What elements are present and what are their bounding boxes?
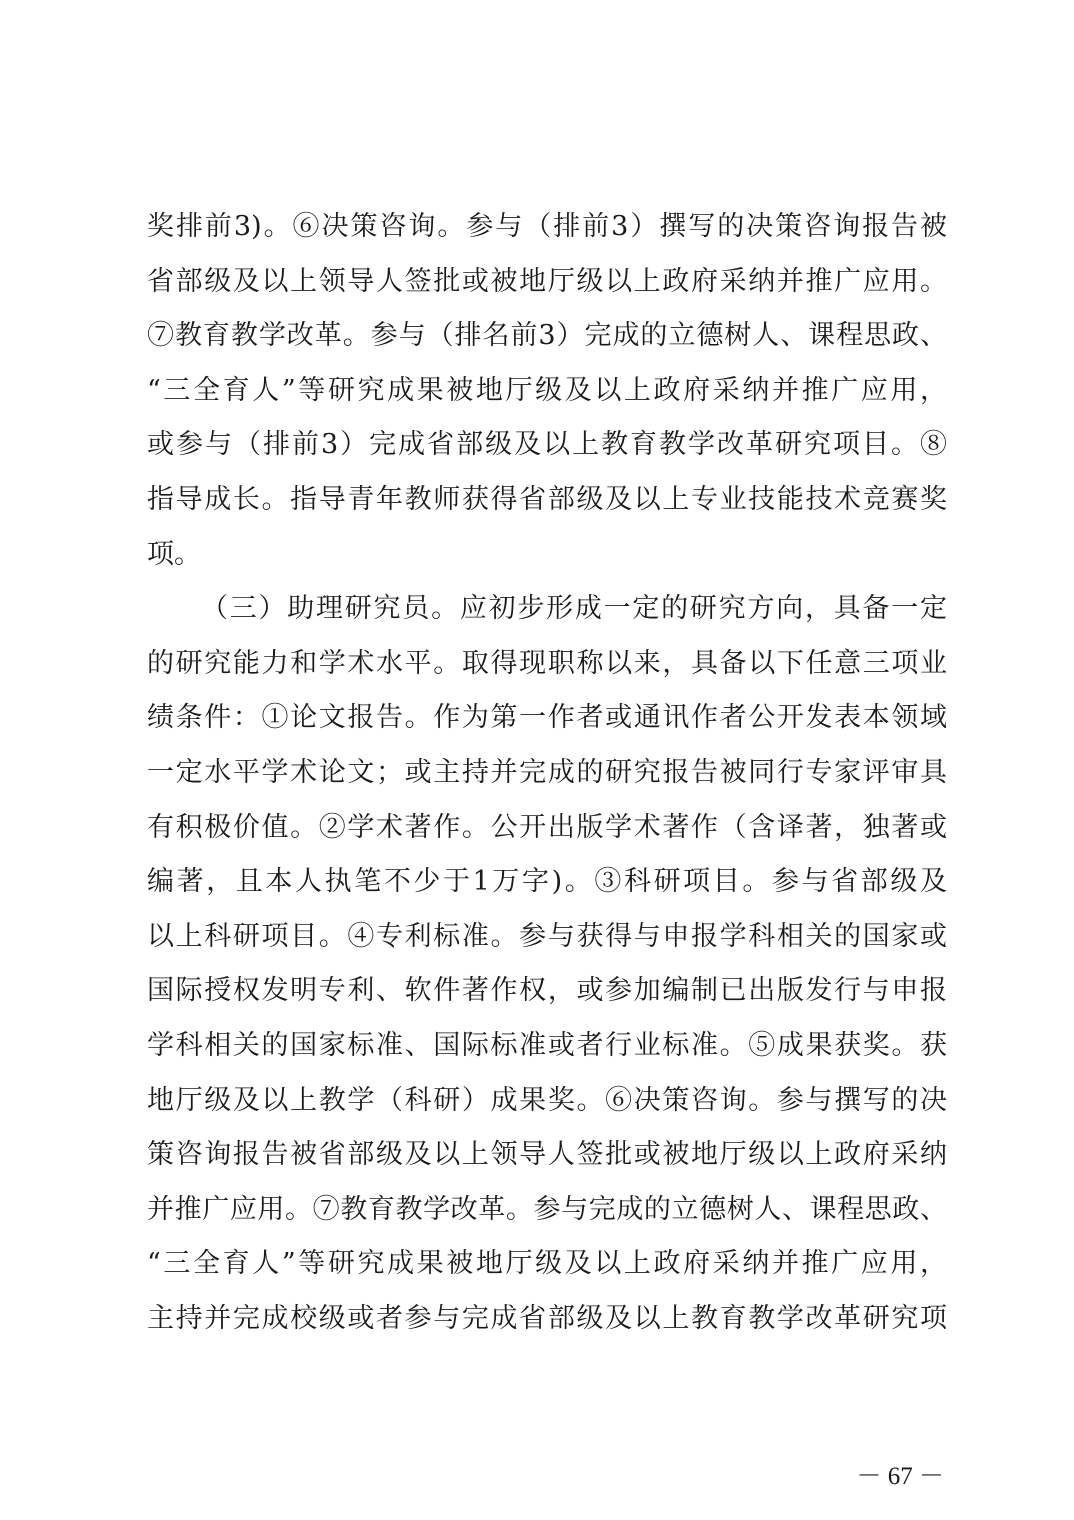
text-line: 项。 [147,538,201,570]
paragraph-first-line: （三）助理研究员。应初步形成一定的研究方向，具备一定 [201,593,947,625]
text-line: 有积极价值。②学术著作。公开出版学术著作（含译著，独著或 [147,811,947,843]
text-line: 并推广应用。⑦教育教学改革。参与完成的立德树人、课程思政、 [147,1193,947,1225]
text-line: 以上科研项目。④专利标准。参与获得与申报学科相关的国家或 [147,920,947,952]
text-line: 的研究能力和学术水平。取得现职称以来，具备以下任意三项业 [147,647,947,679]
text-line: 绩条件：①论文报告。作为第一作者或通讯作者公开发表本领域 [147,702,947,734]
text-line: ⑦教育教学改革。参与（排名前3）完成的立德树人、课程思政、 [147,320,947,352]
text-line: 一定水平学术论文；或主持并完成的研究报告被同行专家评审具 [147,756,947,788]
page-number: － 67 － [856,1463,944,1490]
text-line: “三全育人”等研究成果被地厅级及以上政府采纳并推广应用， [147,1248,947,1280]
text-line: 或参与（排前3）完成省部级及以上教育教学改革研究项目。⑧ [147,429,947,461]
text-line: “三全育人”等研究成果被地厅级及以上政府采纳并推广应用， [147,374,947,406]
text-line: 地厅级及以上教学（科研）成果奖。⑥决策咨询。参与撰写的决 [147,1084,947,1116]
text-line: 国际授权发明专利、软件著作权，或参加编制已出版发行与申报 [147,975,947,1007]
text-line: 策咨询报告被省部级及以上领导人签批或被地厅级以上政府采纳 [147,1139,947,1171]
text-line: 主持并完成校级或者参与完成省部级及以上教育教学改革研究项 [147,1302,947,1334]
text-line: 省部级及以上领导人签批或被地厅级以上政府采纳并推广应用。 [147,265,947,297]
body-text [147,200,947,1346]
text-line: 指导成长。指导青年教师获得省部级及以上专业技能技术竞赛奖 [147,483,947,515]
text-line: 学科相关的国家标准、国际标准或者行业标准。⑤成果获奖。获 [147,1029,947,1061]
text-line: 奖排前3)。⑥决策咨询。参与（排前3）撰写的决策咨询报告被 [147,211,947,242]
text-line: 编著，且本人执笔不少于1万字)。③科研项目。参与省部级及 [147,866,947,898]
